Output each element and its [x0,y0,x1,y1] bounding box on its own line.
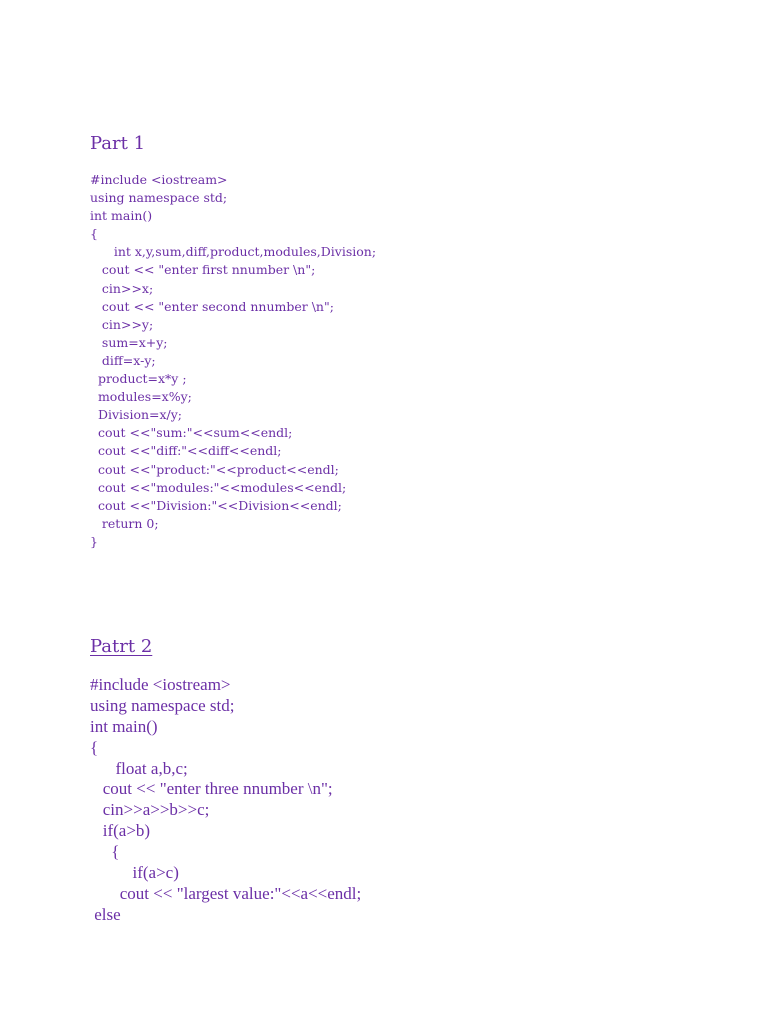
code-line: { [90,737,99,757]
code-line: cout << "largest value:"<<a<<endl; [90,883,362,903]
code-line: else [90,904,121,924]
code-line: cout <<"sum:"<<sum<<endl; [90,425,293,441]
code-line: { [90,226,98,242]
code-line: modules=x%y; [90,389,192,405]
code-line: product=x*y ; [90,371,187,387]
code-line: using namespace std; [90,695,235,715]
part2-code-block [90,675,361,926]
code-line: cout << "enter second nnumber \n"; [90,298,334,314]
code-line: int x,y,sum,diff,product,modules,Division; [90,244,377,260]
part1-code-block [90,171,376,551]
code-line: #include <iostream> [90,172,228,187]
code-line: Division=x/y; [90,407,183,423]
code-line: int main() [90,716,158,736]
code-line: cin>>y; [90,316,154,332]
code-line: cin>>x; [90,280,154,296]
code-line: cout <<"diff:"<<diff<<endl; [90,443,282,459]
code-line: using namespace std; [90,190,228,206]
code-line: int main() [90,208,153,224]
code-line: { [90,842,120,862]
code-line: diff=x-y; [90,352,156,368]
code-line: return 0; [90,515,159,531]
part2-heading: Patrt 2 [90,636,153,657]
code-line: cout <<"modules:"<<modules<<endl; [90,479,347,495]
code-line: float a,b,c; [90,758,188,778]
part1-heading: Part 1 [90,133,146,154]
code-line: cout << "enter three nnumber \n"; [90,779,333,799]
code-line: cout << "enter first nnumber \n"; [90,262,316,278]
code-line: } [90,533,98,549]
code-line: if(a>b) [90,821,151,841]
code-line: cout <<"Division:"<<Division<<endl; [90,497,342,513]
code-line: #include <iostream> [90,675,231,694]
code-line: cout <<"product:"<<product<<endl; [90,461,339,477]
code-line: if(a>c) [90,863,179,883]
code-line: sum=x+y; [90,334,168,350]
code-line: cin>>a>>b>>c; [90,800,210,820]
